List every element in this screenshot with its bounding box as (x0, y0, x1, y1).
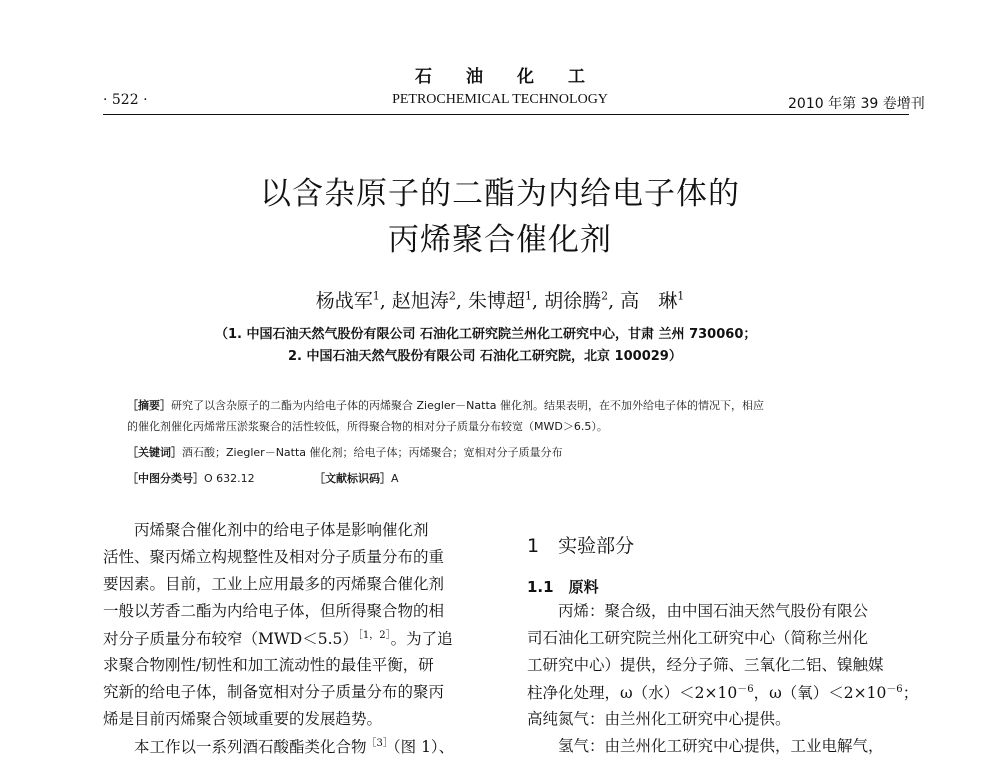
author: 朱博超$^1$, (467, 289, 539, 312)
author: 杨战军$^1$, (315, 289, 386, 312)
classification-value: O 632.12 (204, 472, 255, 485)
journal-name-cn: 石油化工 (415, 67, 619, 87)
abstract-label: ［摘要］ (127, 399, 171, 412)
affiliation-2: 2. 中国石油天然气股份有限公司 石油化工研究院，北京 100029） (288, 349, 682, 364)
author: 赵旭涛$^2$, (391, 289, 462, 312)
paragraph-line: 丙烯聚合催化剂中的给电子体是影响催化剂 (103, 521, 429, 539)
article-title-line-2: 丙烯聚合催化剂 (388, 222, 612, 258)
paragraph-line: 活性、聚丙烯立构规整性及相对分子质量分布的重 (103, 548, 445, 566)
classification-label: ［中图分类号］ (127, 472, 204, 485)
header-rule (103, 114, 909, 115)
document-code-value: A (391, 472, 399, 485)
document-code (314, 470, 399, 486)
document-code-label: ［文献标识码］ (314, 472, 391, 485)
paragraph-line: 丙烯：聚合级，由中国石油天然气股份有限公 (527, 602, 869, 620)
author: 高 琳$^1$ (620, 289, 685, 312)
author: 胡徐腾$^2$, (544, 289, 615, 312)
citation-ref: ［1，2］ (357, 630, 391, 641)
page-number: · 522 · (103, 92, 148, 108)
keywords-text: 酒石酸；Ziegler－Natta 催化剂；给电子体；丙烯聚合；宽相对分子质量分布 (182, 446, 563, 459)
paragraph-line: 要因素。目前，工业上应用最多的丙烯聚合催化剂 (103, 575, 445, 593)
paragraph-line: 高纯氮气：由兰州化工研究中心提供。 (527, 710, 791, 728)
citation-ref: ［3］ (366, 738, 393, 749)
paragraph-line: 求聚合物刚性/韧性和加工流动性的最佳平衡，研 (103, 656, 434, 674)
abstract-line-1 (127, 397, 764, 413)
paragraph-line: 对分子质量分布较窄（MWD＜5.5）$^{[1,2]}$。为了追 (103, 630, 453, 649)
paragraph-line: 本工作以一系列酒石酸酯类化合物$^{[3]}$（图 1）、 (103, 738, 455, 757)
classification-number (127, 470, 255, 486)
abstract-text: 研究了以含杂原子的二酯为内给电子体的丙烯聚合 Ziegler－Natta 催化剂。结果表明，在不加外给电子体的情况下，相应 (171, 399, 765, 412)
journal-name-en: PETROCHEMICAL TECHNOLOGY (392, 92, 608, 107)
paragraph-line: 司石油化工研究院兰州化工研究中心（简称兰州化 (527, 629, 869, 647)
paragraph-line: 工研究中心）提供，经分子筛、三氧化二铝、镍触媒 (527, 656, 884, 674)
keywords-label: ［关键词］ (127, 446, 182, 459)
subsection-heading: 1.1 原料 (527, 578, 599, 596)
paragraph-line: 烯是目前丙烯聚合领域重要的发展趋势。 (103, 710, 383, 728)
affiliation-1: （1. 中国石油天然气股份有限公司 石油化工研究院兰州化工研究中心，甘肃 兰州 730060； (215, 327, 757, 342)
paragraph-line: 一般以芳香二酯为内给电子体，但所得聚合物的相 (103, 602, 445, 620)
issue-info: 2010 年第 39 卷增刊 (788, 96, 925, 112)
author-list (0, 286, 1000, 313)
article-title-line-1: 以含杂原子的二酯为内给电子体的 (260, 176, 740, 212)
section-heading: 1 实验部分 (527, 535, 635, 557)
paragraph-line: 究新的给电子体，制备宽相对分子质量分布的聚丙 (103, 683, 445, 701)
paragraph-line: 柱净化处理，ω（水）$<2\times 10^{-6}$，ω（氧）$<2\times 10^{-6}$； (527, 684, 919, 703)
keywords (127, 444, 563, 460)
abstract-line-2: 的催化剂催化丙烯常压淤浆聚合的活性较低，所得聚合物的相对分子质量分布较宽（MWD＞6.5）。 (127, 420, 608, 433)
paragraph-line: 氢气：由兰州化工研究中心提供，工业电解气， (527, 737, 884, 755)
